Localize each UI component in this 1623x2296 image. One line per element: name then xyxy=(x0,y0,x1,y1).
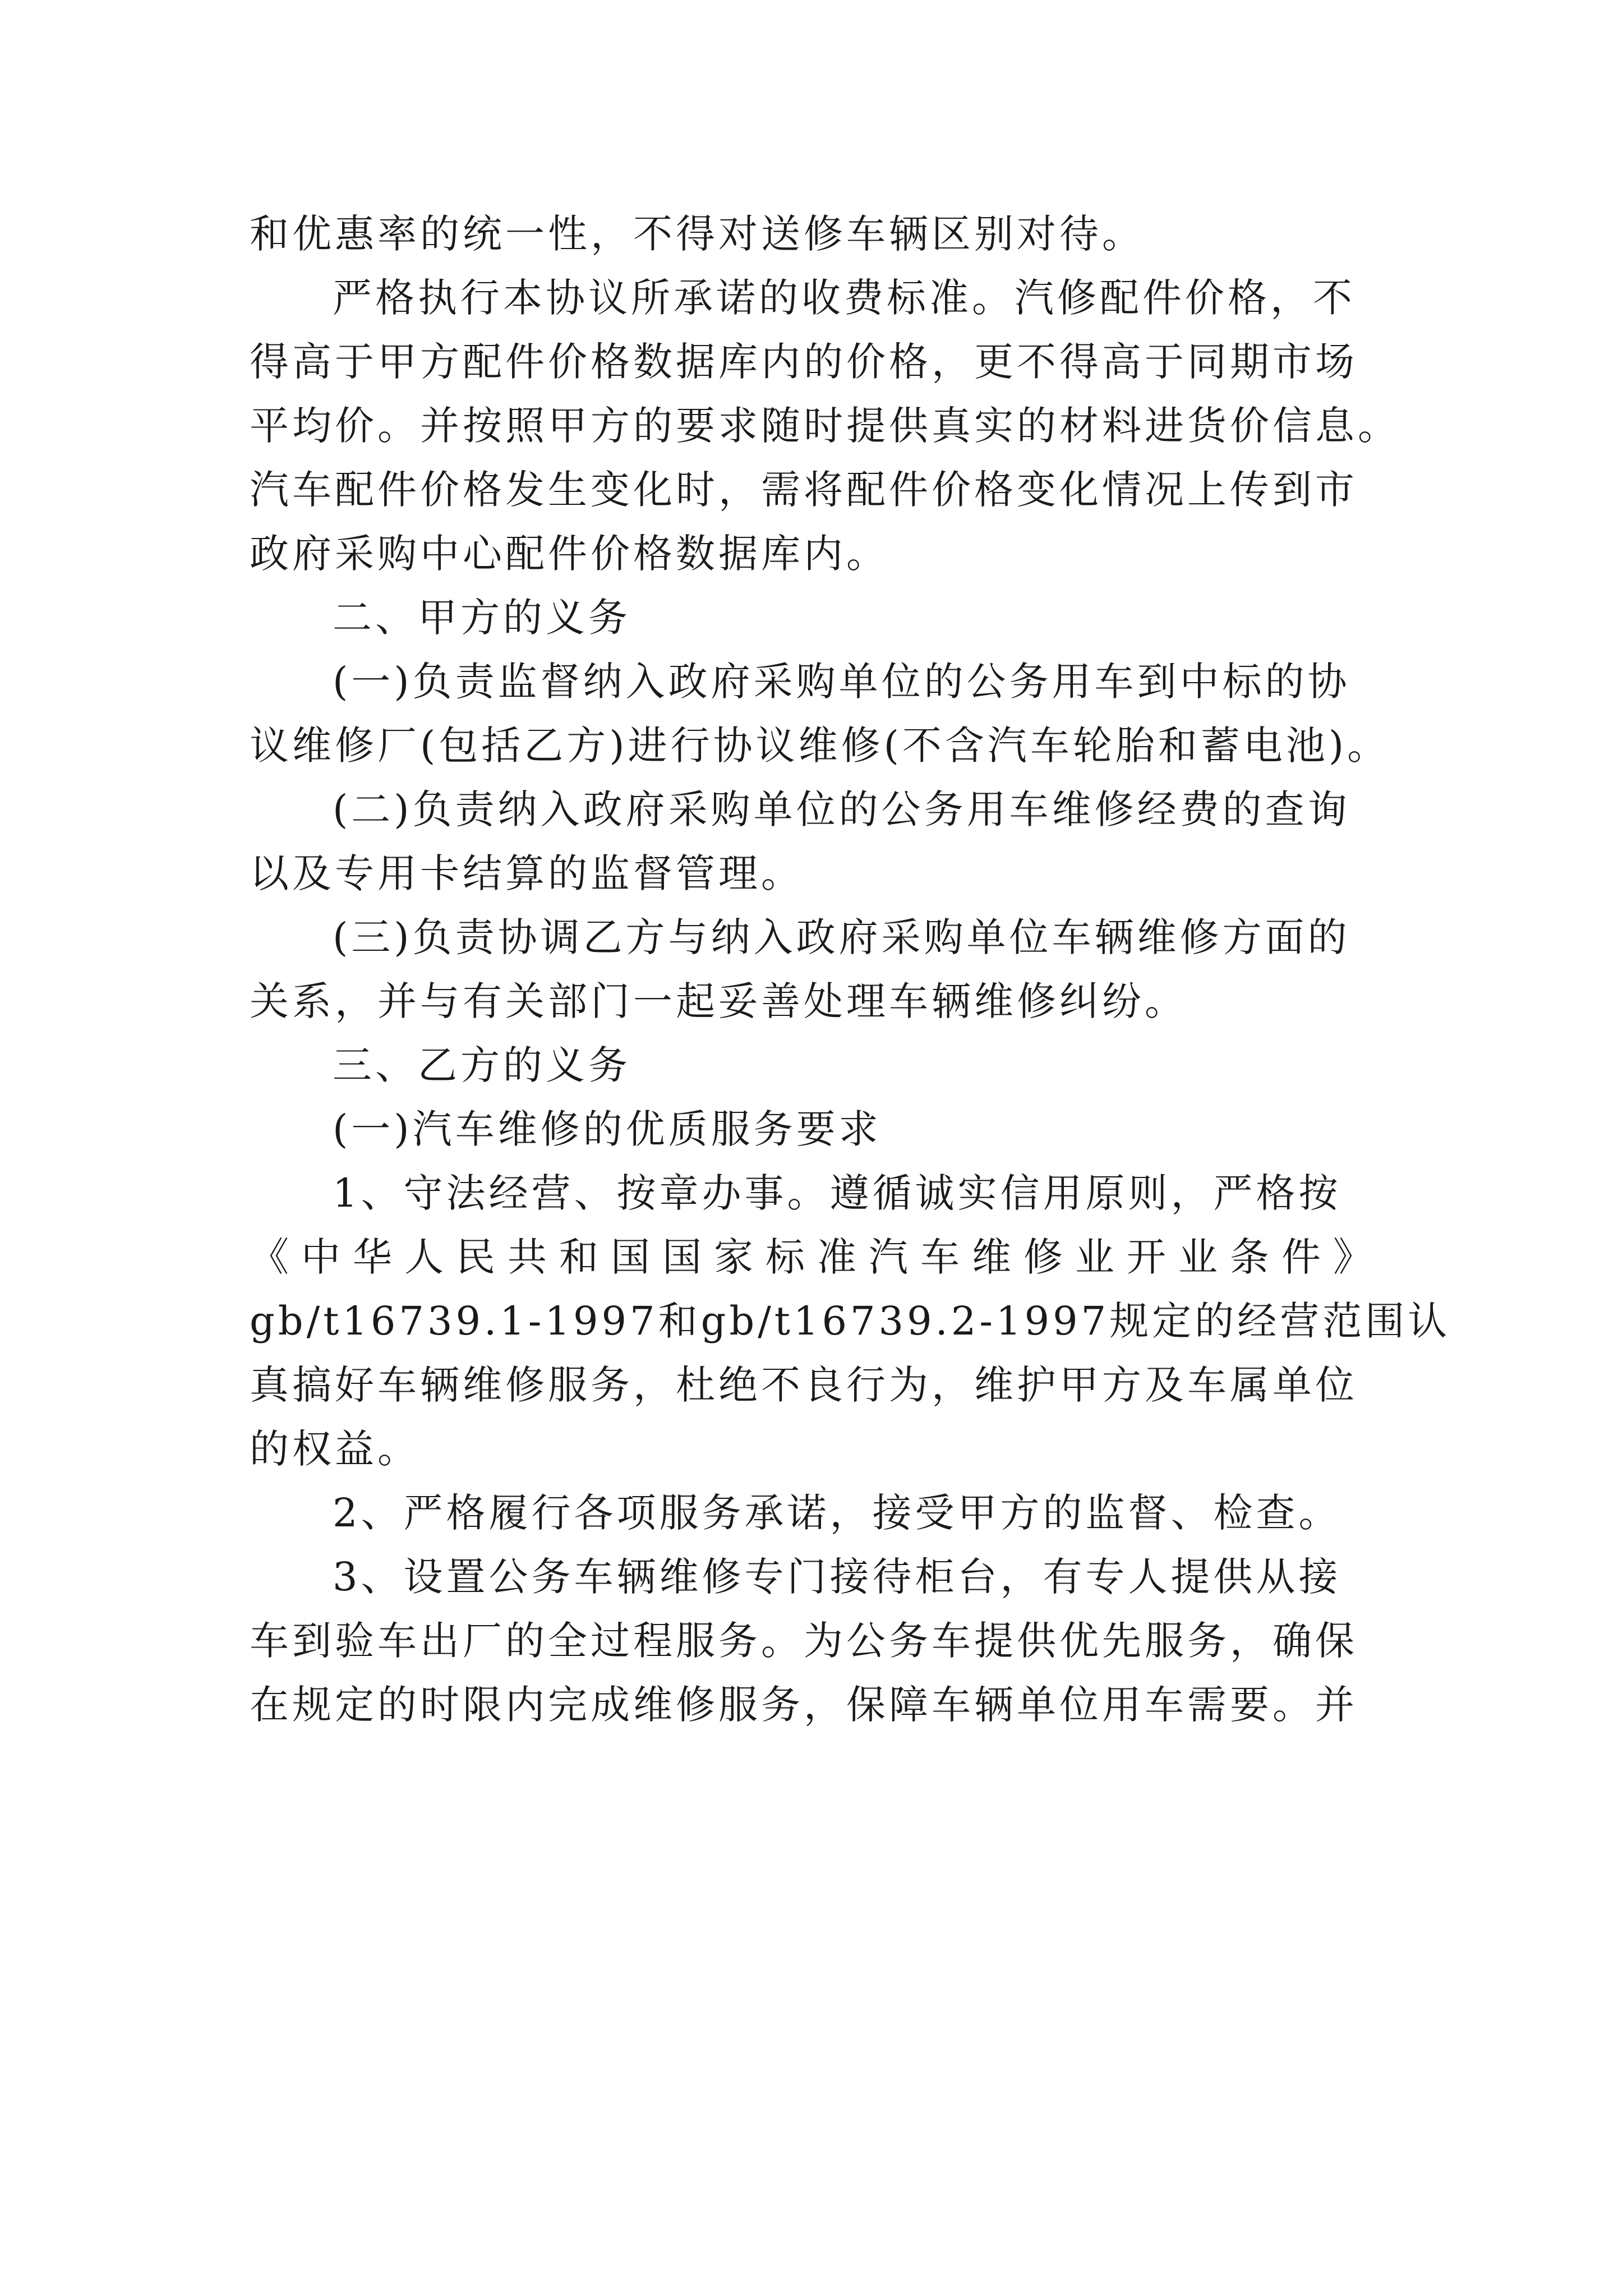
section-heading: 二、甲方的义务 xyxy=(333,595,631,641)
text-line: 政府采购中心配件价格数据库内。 xyxy=(250,531,889,577)
text-line: 议维修厂(包括乙方)进行协议维修(不含汽车轮胎和蓄电池)。 xyxy=(250,723,1390,769)
text-line: 以及专用卡结算的监督管理。 xyxy=(250,850,804,896)
text-line: 和优惠率的统一性，不得对送修车辆区别对待。 xyxy=(250,211,1145,257)
text-line: 《中华人民共和国国家标准汽车维修业开业条件》 xyxy=(250,1234,1385,1280)
section-heading: 三、乙方的义务 xyxy=(333,1042,631,1088)
text-line: 得高于甲方配件价格数据库内的价格，更不得高于同期市场 xyxy=(250,339,1358,385)
text-line: 汽车配件价格发生变化时，需将配件价格变化情况上传到市 xyxy=(250,467,1358,513)
text-line: 严格执行本协议所承诺的收费标准。汽修配件价格，不 xyxy=(333,275,1355,321)
text-line: (三)负责协调乙方与纳入政府采购单位车辆维修方面的 xyxy=(333,914,1350,960)
text-line: 2、严格履行各项服务承诺，接受甲方的监督、检查。 xyxy=(333,1490,1341,1536)
text-line: 在规定的时限内完成维修服务，保障车辆单位用车需要。并 xyxy=(250,1682,1358,1728)
text-line: (一)负责监督纳入政府采购单位的公务用车到中标的协 xyxy=(333,659,1350,705)
document-body xyxy=(250,202,1451,1737)
text-line: 平均价。并按照甲方的要求随时提供真实的材料进货价信息。 xyxy=(250,403,1400,449)
text-line: 真搞好车辆维修服务，杜绝不良行为，维护甲方及车属单位 xyxy=(250,1362,1358,1408)
text-line: (二)负责纳入政府采购单位的公务用车维修经费的查询 xyxy=(333,786,1350,832)
text-line: 关系，并与有关部门一起妥善处理车辆维修纠纷。 xyxy=(250,978,1187,1024)
text-line: 3、设置公务车辆维修专门接待柜台，有专人提供从接 xyxy=(333,1554,1341,1600)
text-line: gb/t16739.1-1997和gb/t16739.2-1997规定的经营范围认 xyxy=(250,1298,1451,1344)
text-line: 的权益。 xyxy=(250,1426,420,1472)
subsection-heading: (一)汽车维修的优质服务要求 xyxy=(333,1106,882,1152)
text-line: 车到验车出厂的全过程服务。为公务车提供优先服务，确保 xyxy=(250,1618,1358,1664)
text-line: 1、守法经营、按章办事。遵循诚实信用原则，严格按 xyxy=(333,1170,1341,1216)
